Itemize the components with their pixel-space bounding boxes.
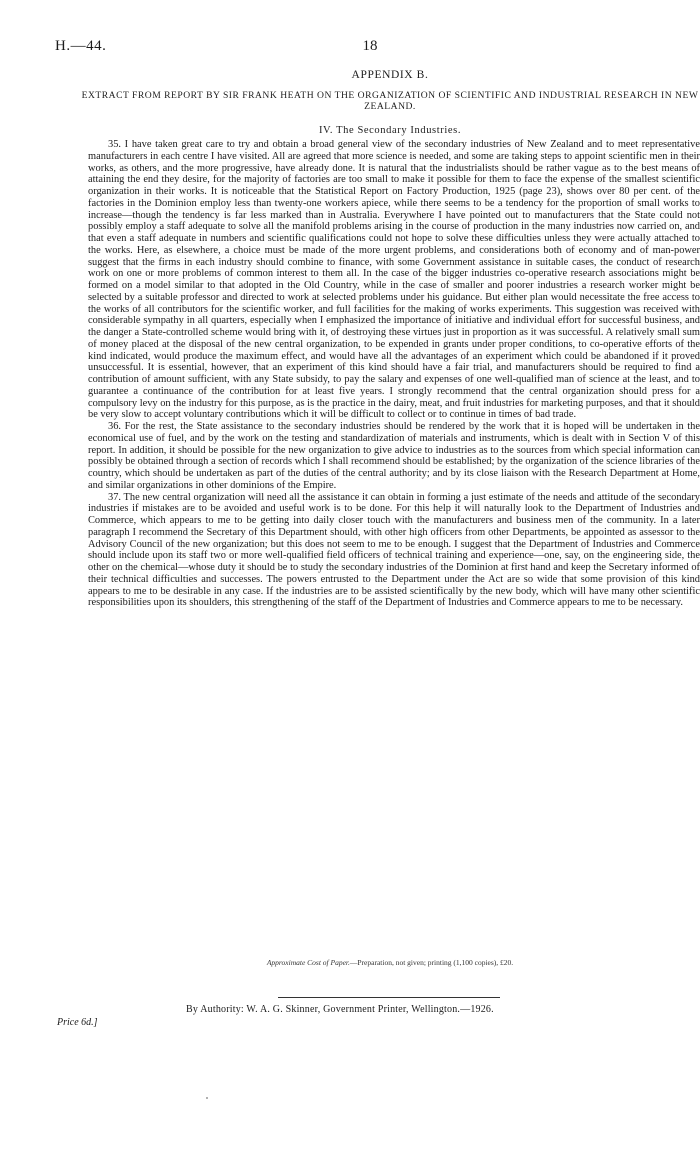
extract-title: EXTRACT FROM REPORT BY SIR FRANK HEATH ON THE ORGANIZATION OF SCIENTIFIC AND INDUSTRIAL RESEARCH IN NEW ZEALAND. [81,90,699,112]
paragraph-37: 37. The new central organization will need all the assistance it can obtain in forming a just estimate of the needs and attitude of the secondary industries if mistakes are to be avoided and useful work is to be done. For this help it will naturally look to the Department of Industries and Commerce, which appears to me to be getting into daily closer touch with the manufacturers and business men of the community. In a later paragraph I recommend the Secretary of this Department should, with other high officers from other Departments, be appointed as assessor to the Advisory Council of the new organization; but this does not seem to me to be enough. I suggest that the Department of Industries and Commerce should include upon its staff two or more well-qualified field officers of technical training and experience—one, say, on the engineering side, the other on the chemical—whose duty it should be to study the secondary industries of the Dominion at first hand and keep the Secretary informed of their technical difficulties and successes. The powers entrusted to the Department under the Act are so wide that some provision of this kind appears to me to be desirable in any case. If the industries are to be assisted scientifically by the new body, which will have many other scientific responsibilities upon its shoulders, this strengthening of the staff of the Department of Industries and Commerce appears to me to be necessary. [88,491,700,609]
cost-footnote-label: Approximate Cost of Paper. [266,958,350,967]
appendix-title: APPENDIX B. [351,69,429,81]
paragraph-35: 35. I have taken great care to try and obtain a broad general view of the secondary industries of New Zealand and to meet representative manufacturers in each centre I have visited. All are agreed that more science is needed, and some are taking steps to appoint scientific men in their works, as others, and the more progressive, have already done. It is natural that the industrialists should be rather vague as to the best means of attaining the end they desire, for the majority of factories are too small to make it possible for them to face the expense of the smallest scientific organization in their works. It is noticeable that the Statistical Report on Factory Production, 1925 (page 23), shows over 80 per cent. of the factories in the Dominion employ less than twenty-one workers apiece, while there seems to be a tendency for the proportion of small works to increase—though the tendency is far less marked than in Australia. Everywhere I have pointed out to manufacturers that the State could not possibly employ a staff adequate to solve all the manifold problems arising in the course of production in the many industries now carried on, and that even a staff adequate in numbers and scientific qualifications could not hope to solve these difficulties unless they were actually attached to the works. Here, as elsewhere, a choice must be made of the more urgent problems, and considerations both of economy and of man-power suggest that the firms in each industry should combine to finance, with some Government assistance in suitable cases, the conduct of research work on one or more problems of common interest to them all. In the case of the bigger industries co-operative research associations might be formed on a model similar to that adopted in the Old Country, while in the case of smaller and poorer industries a research worker might be selected by a suitable professor and directed to work at selected problems under his guidance. But either plan would necessitate the free access to the works of all contributors for the scientific worker, and full facilities for the making of works experiments. This suggestion was received with considerable sympathy in all quarters, especially when I emphasized the importance of initiative and individual effort for successful business, and the danger a State-controlled scheme would bring with it, of destroying these virtues just in proportion as it was successful. A relatively small sum of money placed at the disposal of the new central organization, to be expended in grants under proper conditions, to co-operative efforts of the kind indicated, would produce the maximum effect, and would have all the advantages of an experiment which could be abandoned if it proved unsuccessful. It is essential, however, that an experiment of this kind should have a fair trial, and manufacturers should be required to find a contribution of amount sufficient, with any State subsidy, to pay the salary and expenses of one well-qualified man of science at the least, and to guarantee a continuance of the contribution for at least five years. I strongly recommend that the central organization should press for a compulsory levy on the industry for this purpose, as is the practice in the dairy, meat, and fruit industries for marketing purposes, and that it should be very slow to accept voluntary contributions which it will be difficult to collect or to continue in times of bad trade. [88,139,700,421]
price-label: Price 6d.] [57,1017,98,1028]
page-number: 18 [362,38,378,54]
body-text [88,139,700,609]
cost-footnote-text: —Preparation, not given; printing (1,100 copies), £20. [349,958,514,967]
printer-imprint: By Authority: W. A. G. Skinner, Government Printer, Wellington.—1926. [186,1004,494,1015]
document-reference: H.—44. [55,38,107,54]
scan-speck [206,1097,208,1099]
paragraph-36: 36. For the rest, the State assistance to the secondary industries should be rendered by the work that it is hoped will be undertaken in the economical use of fuel, and by the work on the testing and standardization of materials and instruments, which is dealt with in Section V of this report. In addition, it should be possible for the new organization to give advice to industries as to the sources from which special information can possibly be obtained through a section of records which I shall recommend should be established; by the organization of the science libraries of the country, which should be undertaken as part of the duties of the central authority; and by its close liaison with the Research Department at Home, and similar organizations in other dominions of the Empire. [88,421,700,491]
cost-footnote [0,958,700,967]
imprint-rule [278,997,500,998]
section-heading: IV. The Secondary Industries. [318,125,462,136]
